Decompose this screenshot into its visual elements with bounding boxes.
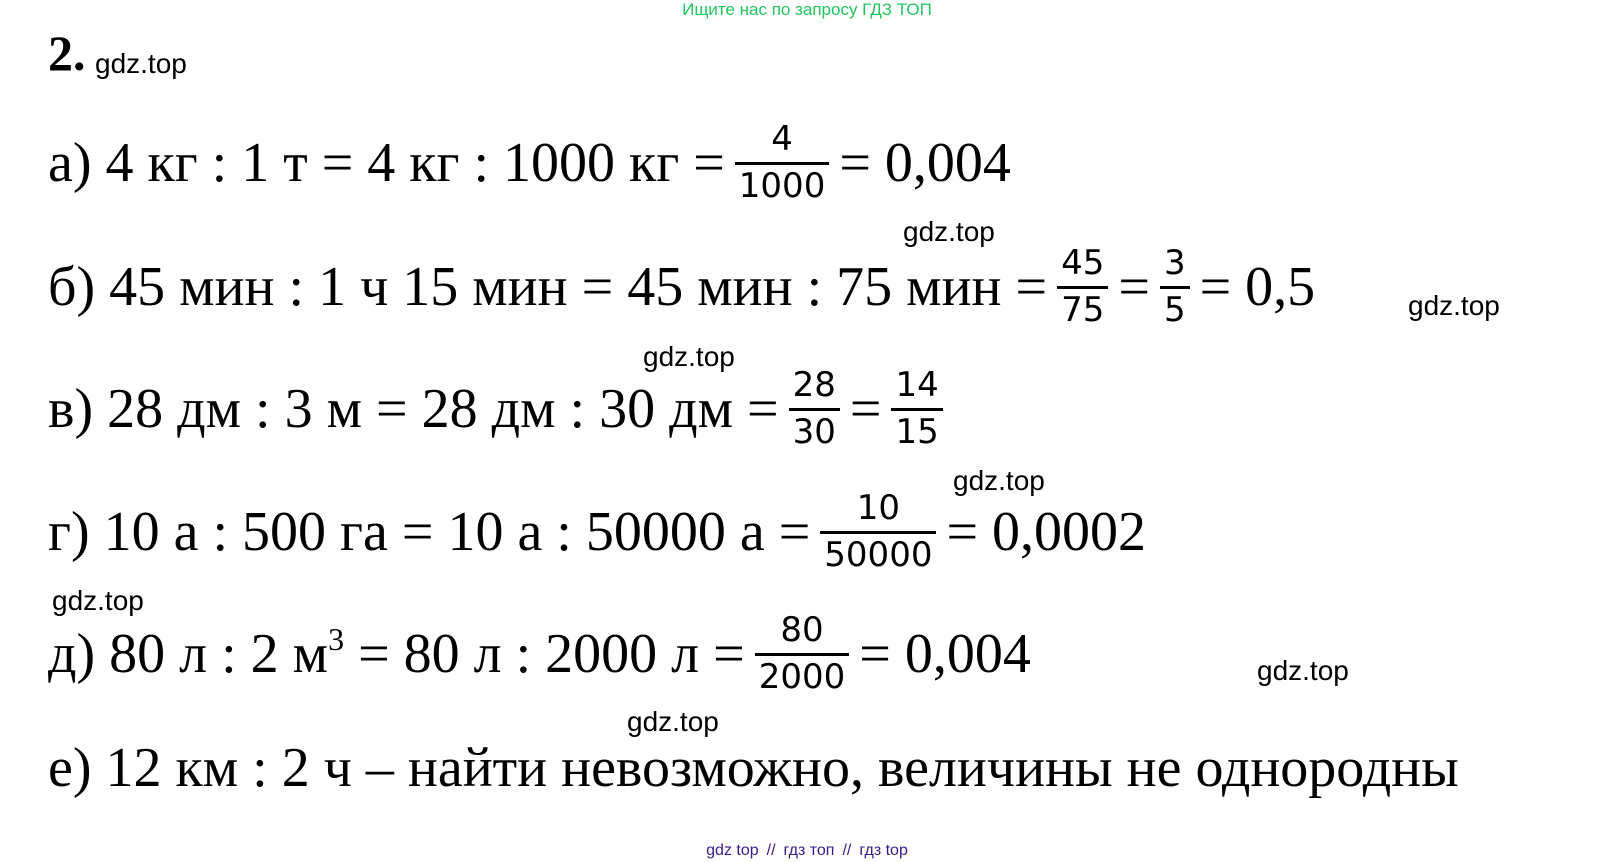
- denominator: 15: [895, 412, 939, 452]
- watermark: gdz.top: [95, 48, 187, 79]
- fraction: [891, 365, 942, 452]
- denominator: 2000: [758, 657, 846, 697]
- numerator: 3: [1163, 243, 1186, 283]
- footer-separator: //: [766, 842, 776, 859]
- fraction: [735, 119, 830, 206]
- watermark: gdz.top: [953, 465, 1045, 496]
- solution-line-g: [48, 488, 1147, 575]
- solution-line-v: [48, 365, 953, 452]
- watermark: gdz.top: [643, 341, 735, 372]
- fraction-bar: [891, 408, 942, 411]
- footer-link[interactable]: гдз топ: [783, 842, 835, 859]
- line-d-text: [48, 620, 745, 685]
- fraction-bar: [1160, 286, 1190, 289]
- fraction: [755, 610, 850, 697]
- watermark: gdz.top: [903, 216, 995, 247]
- line-d-result: = 0,004: [859, 622, 1031, 685]
- fraction: [820, 488, 936, 575]
- numerator: 28: [792, 365, 836, 405]
- line-d-suffix: = 80 л : 2000 л =: [344, 622, 745, 685]
- fraction: [789, 365, 840, 452]
- fraction-bar: [755, 653, 850, 656]
- footer-separator: //: [842, 842, 852, 859]
- denominator: 50000: [824, 535, 933, 575]
- footer-links: [0, 842, 1614, 860]
- denominator: 1000: [738, 166, 826, 206]
- superscript-exponent: 3: [328, 620, 345, 657]
- watermark: gdz.top: [627, 706, 719, 737]
- denominator: 75: [1061, 290, 1105, 330]
- problem-number: 2.: [48, 25, 86, 81]
- fraction: [1057, 243, 1108, 330]
- search-hint-banner: Ищите нас по запросу ГДЗ ТОП: [682, 0, 932, 19]
- line-b-result: = 0,5: [1199, 255, 1316, 318]
- line-g-text: г) 10 а : 500 га = 10 а : 50000 а =: [48, 500, 811, 563]
- equals-sign: =: [849, 377, 882, 440]
- watermark: gdz.top: [1257, 655, 1349, 686]
- line-a-text: а) 4 кг : 1 т = 4 кг : 1000 кг =: [48, 131, 725, 194]
- fraction-bar: [735, 162, 830, 165]
- numerator: 14: [895, 365, 939, 405]
- line-v-text: в) 28 дм : 3 м = 28 дм : 30 дм =: [48, 377, 779, 440]
- numerator: 10: [856, 488, 901, 528]
- footer-link[interactable]: gdz top: [706, 842, 759, 859]
- solution-line-a: [48, 119, 1011, 206]
- solution-line-b: [48, 243, 1316, 330]
- numerator: 4: [771, 119, 793, 159]
- footer-link[interactable]: гдз top: [859, 842, 908, 859]
- line-b-text: б) 45 мин : 1 ч 15 мин = 45 мин : 75 мин =: [48, 255, 1048, 318]
- denominator: 30: [792, 412, 836, 452]
- equals-sign: =: [1118, 255, 1150, 318]
- line-e-text: е) 12 км : 2 ч – найти невозможно, величины не однородны: [48, 737, 1459, 799]
- watermark: gdz.top: [52, 585, 144, 616]
- fraction-bar: [1057, 286, 1108, 289]
- watermark: gdz.top: [1408, 290, 1500, 321]
- numerator: 80: [780, 610, 824, 650]
- denominator: 5: [1163, 290, 1186, 330]
- line-a-result: = 0,004: [839, 131, 1011, 194]
- line-d-prefix: д) 80 л : 2 м: [48, 622, 329, 685]
- fraction: [1160, 243, 1190, 330]
- numerator: 45: [1061, 243, 1105, 283]
- solution-line-e: [48, 737, 1459, 799]
- fraction-bar: [789, 408, 840, 411]
- line-g-result: = 0,0002: [946, 500, 1147, 563]
- solution-line-d: [48, 610, 1031, 697]
- fraction-bar: [820, 531, 936, 534]
